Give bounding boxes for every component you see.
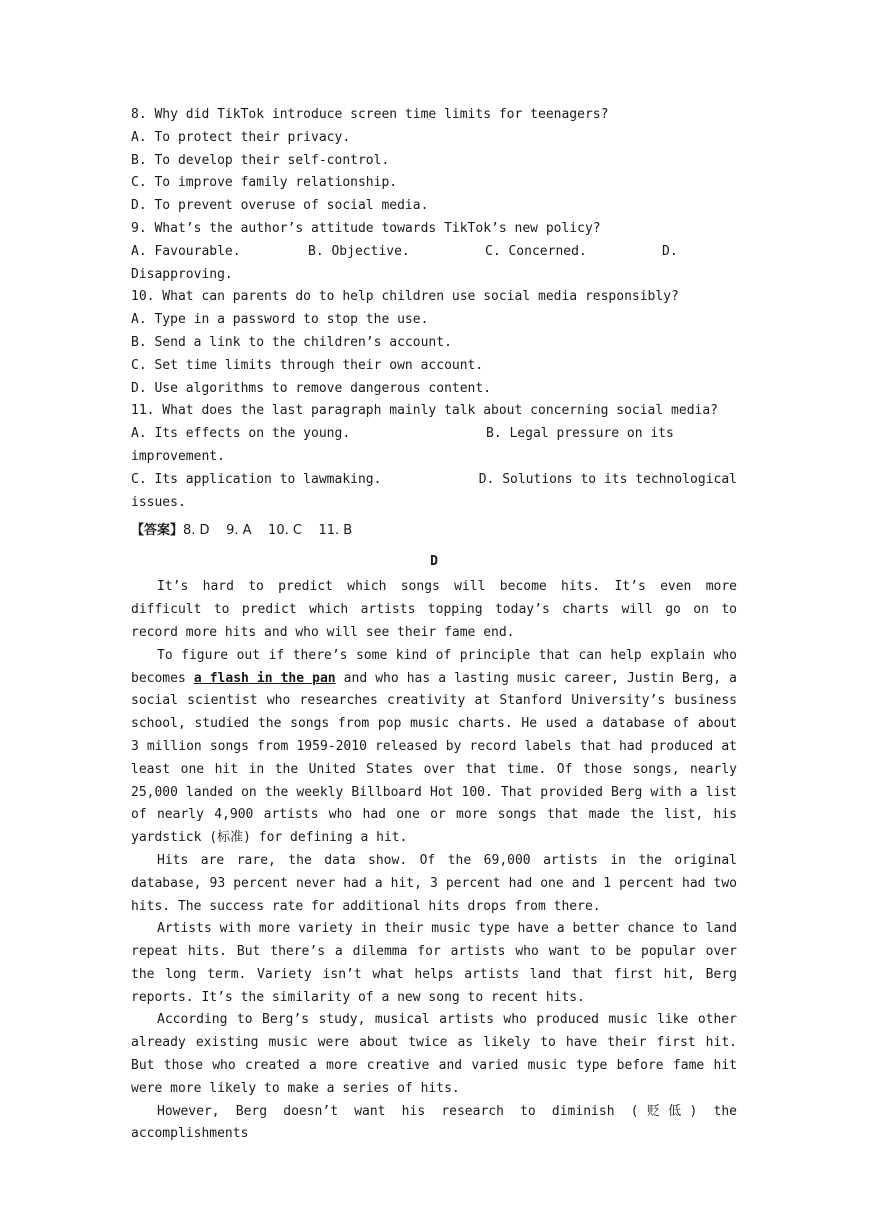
option-a: A. To protect their privacy.: [131, 129, 351, 145]
option-a: A. Favourable.: [131, 243, 241, 259]
option-a: A. Type in a password to stop the use.: [131, 312, 429, 328]
question-9: [131, 218, 737, 286]
option-b: B. To develop their self-control.: [131, 152, 390, 168]
highlighted-phrase: a flash in the pan: [193, 670, 336, 686]
paragraph-3: Hits are rare, the data show. Of the 69,000 artists in the original database, 93 percent never had a hit, 3 percent had one and 1 percent had two hits. The success rate for additional hits drops from there.: [131, 852, 737, 914]
question-stem: 10. What can parents do to help children use social media responsibly?: [131, 289, 679, 305]
paragraph-2-lead: To figure out if there’s some kind of principle that can help explain who becomes: [131, 647, 737, 686]
option-d-wrapped: issues.: [131, 494, 186, 510]
answer-label: 【答案】: [131, 523, 184, 539]
answer-text: 8. D 9. A 10. C 11. B: [183, 523, 353, 539]
question-stem: 9. What’s the author’s attitude towards TikTok’s new policy?: [131, 220, 601, 236]
paragraph-4: Artists with more variety in their music type have a better chance to land repeat hits. But there’s a dilemma for artists who want to be popular over the long term. Variety isn’t what helps artists land that first hit, Berg reports. It’s the similarity of a new song to recent hits.: [131, 921, 737, 1005]
option-d-wrapped: Disapproving.: [131, 266, 233, 282]
answer-key: [131, 520, 737, 552]
option-d: D. To prevent overuse of social media.: [131, 198, 429, 214]
paragraph-2-body: and who has a lasting music career, Justin Berg, a social scientist who researches creativity at Stanford University’s business school, studied the songs from pop music charts. He used a database of about 3 million songs from 1959-2010 released by record labels that had produced at least one hit in the United States over that time. Of those songs, nearly 25,000 landed on the weekly Billboard Hot 100. That provided Berg with a list of nearly 4,900 artists who had one or more songs that made the list, his yardstick (标准) for defining a hit.: [131, 670, 737, 846]
question-stem: 11. What does the last paragraph mainly talk about concerning social media?: [131, 403, 718, 419]
paragraph-5: According to Berg’s study, musical artists who produced music like other already existing music were about twice as likely to have their first hit. But those who created a more creative and varied music type before fame hit were more likely to make a series of hits.: [131, 1012, 737, 1096]
question-11: [131, 400, 737, 514]
passage: [131, 552, 737, 1146]
passage-title: D: [430, 554, 438, 570]
paragraph-6: However, Berg doesn’t want his research to diminish (贬低) the accomplishments: [131, 1103, 737, 1142]
option-c: C. Set time limits through their own account.: [131, 357, 484, 373]
option-d-marker: D.: [662, 243, 678, 259]
option-d: D. Use algorithms to remove dangerous content.: [131, 380, 492, 396]
option-b-wrapped: improvement.: [131, 448, 225, 464]
question-10: [131, 286, 737, 400]
options-row: [131, 469, 737, 492]
option-a: A. Its effects on the young.: [131, 426, 351, 442]
option-b: B. Send a link to the children’s account.: [131, 334, 452, 350]
option-b: B. Objective.: [308, 243, 410, 259]
options-row: [131, 423, 737, 446]
paragraph-1: It’s hard to predict which songs will become hits. It’s even more difficult to predict which artists topping today’s charts will go on to record more hits and who will see their fame end.: [131, 579, 737, 640]
document-page: [131, 104, 737, 1146]
paragraph-2: [131, 645, 737, 850]
option-d-first-line: D. Solutions to its technological: [478, 471, 737, 487]
question-8: [131, 104, 737, 218]
option-b-first-line: B. Legal pressure on its: [486, 426, 674, 442]
option-c: C. Concerned.: [485, 243, 587, 259]
option-c: C. Its application to lawmaking.: [131, 471, 382, 487]
options-row: [131, 241, 737, 264]
question-stem: 8. Why did TikTok introduce screen time limits for teenagers?: [131, 107, 609, 122]
option-c: C. To improve family relationship.: [131, 175, 398, 191]
